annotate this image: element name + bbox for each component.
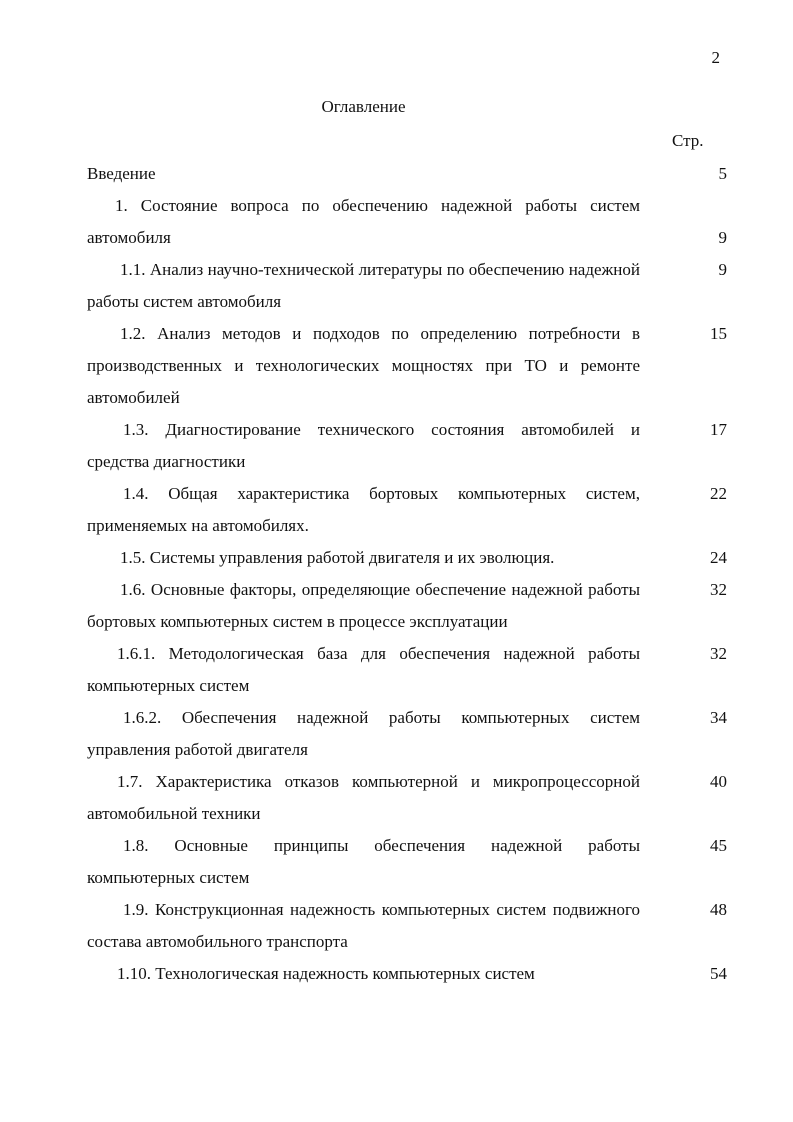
toc-entry-text: 1.2. Анализ методов и подходов по определению потребности в производственных и технологических мощностях при ТО и ремонте автомобилей — [87, 324, 640, 407]
toc-entry — [87, 542, 727, 574]
toc-entry — [87, 830, 727, 894]
toc-entry-page: 45 — [710, 836, 727, 855]
toc-entry — [87, 894, 727, 958]
toc-entry-page: 9 — [718, 260, 727, 279]
toc-entry-page: 15 — [710, 324, 727, 343]
toc-title: Оглавление — [321, 97, 406, 116]
toc-entry — [87, 638, 727, 702]
table-of-contents — [87, 158, 727, 990]
toc-entry — [87, 958, 727, 990]
toc-entry-page: 22 — [710, 484, 727, 503]
toc-entry-page: 40 — [710, 772, 727, 791]
toc-entry-text: 1.4. Общая характеристика бортовых компьютерных систем, применяемых на автомобилях. — [87, 484, 640, 535]
toc-entry — [87, 158, 727, 190]
toc-entry-text: 1.6.2. Обеспечения надежной работы компьютерных систем управления работой двигателя — [87, 708, 640, 759]
toc-entry-page: 17 — [710, 420, 727, 439]
toc-entry-page: 48 — [710, 900, 727, 919]
toc-entry-text: 1.9. Конструкционная надежность компьютерных систем подвижного состава автомобильного транспорта — [87, 900, 640, 951]
toc-entry — [87, 414, 727, 478]
toc-entry-text: 1.6. Основные факторы, определяющие обеспечение надежной работы бортовых компьютерных систем в процессе эксплуатации — [87, 580, 640, 631]
toc-entry-page: 5 — [718, 164, 727, 183]
toc-entry — [87, 190, 727, 254]
toc-entry-text: 1.8. Основные принципы обеспечения надежной работы компьютерных систем — [87, 836, 640, 887]
toc-entry-text: 1.7. Характеристика отказов компьютерной и микропроцессорной автомобильной техники — [87, 772, 640, 823]
toc-entry-page: 32 — [710, 580, 727, 599]
toc-entry — [87, 702, 727, 766]
toc-entry — [87, 318, 727, 414]
toc-entry-text: 1.10. Технологическая надежность компьютерных систем — [117, 964, 535, 983]
toc-entry-page: 54 — [710, 964, 727, 983]
toc-entry-page: 32 — [710, 644, 727, 663]
toc-entry — [87, 478, 727, 542]
toc-entry-text: 1.6.1. Методологическая база для обеспечения надежной работы компьютерных систем — [87, 644, 640, 695]
toc-entry-text: 1.3. Диагностирование технического состояния автомобилей и средства диагностики — [87, 420, 640, 471]
toc-entry-page: 9 — [718, 228, 727, 247]
toc-entry — [87, 254, 727, 318]
pages-column-header: Стр. — [672, 131, 704, 150]
toc-entry-text: 1. Состояние вопроса по обеспечению надежной работы систем автомобиля — [87, 196, 640, 247]
toc-entry — [87, 574, 727, 638]
toc-entry-text: 1.5. Системы управления работой двигателя и их эволюция. — [120, 548, 555, 567]
toc-entry — [87, 766, 727, 830]
page-number: 2 — [711, 48, 720, 67]
toc-entry-text: 1.1. Анализ научно-технической литературы по обеспечению надежной работы систем автомобиля — [87, 260, 640, 311]
toc-entry-page: 24 — [710, 548, 727, 567]
toc-entry-text: Введение — [87, 164, 156, 183]
toc-entry-page: 34 — [710, 708, 727, 727]
